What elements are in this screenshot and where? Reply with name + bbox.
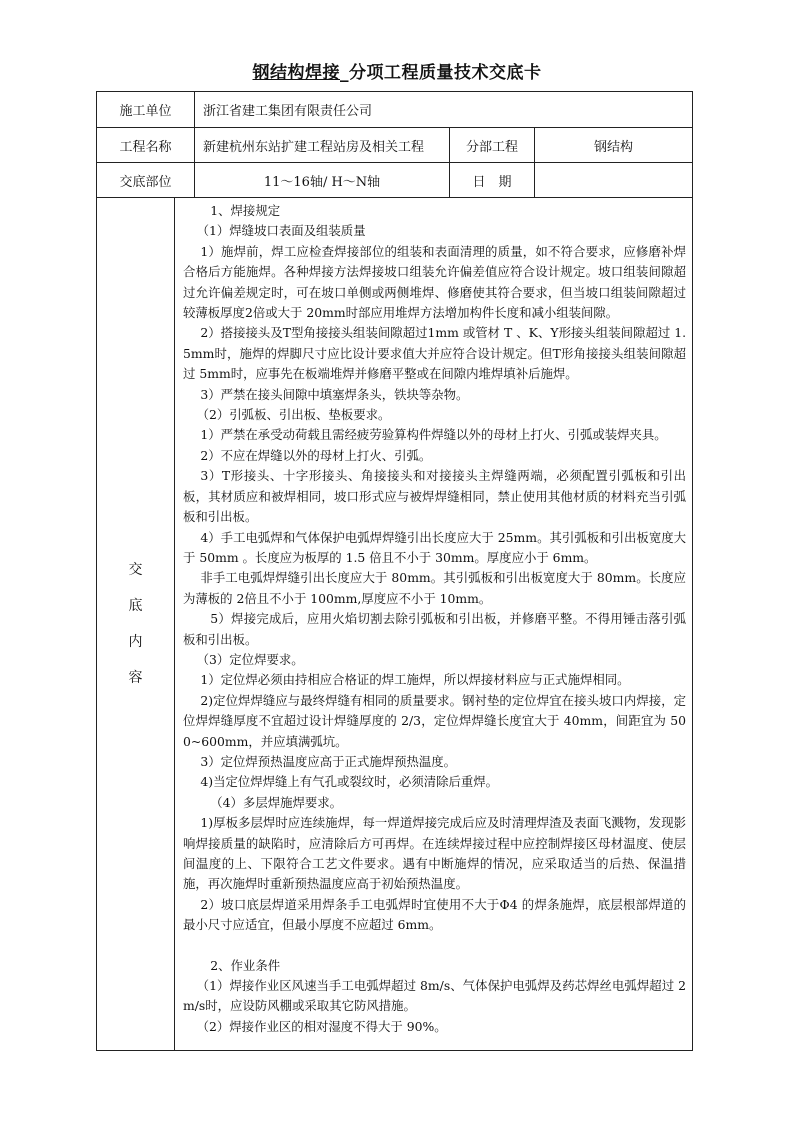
- unit-row: [97, 92, 693, 128]
- unit-value: 浙江省建工集团有限责任公司: [195, 92, 693, 128]
- paragraph: 非手工电弧焊焊缝引出长度应大于 80mm。其引弧板和引出板宽度大于 80mm。长度应为薄板的 2倍且不小于 100mm,厚度应不小于 10mm。: [183, 570, 687, 606]
- disclosure-card-table: [96, 91, 693, 1051]
- paragraph: 1）严禁在承受动荷载且需经疲劳验算构件焊缝以外的母材上打火、引弧或装焊夹具。: [200, 427, 667, 443]
- paragraph: 1）定位焊必须由持相应合格证的焊工施焊，所以焊接材料应与正式施焊相同。: [200, 672, 630, 688]
- part-value: 钢结构: [535, 128, 693, 163]
- title-main: 钢结构焊接: [252, 63, 340, 83]
- unit-label: 施工单位: [97, 92, 195, 128]
- paragraph: 2)定位焊焊缝应与最终焊缝有相同的质量要求。钢衬垫的定位焊宜在接头坡口内焊接，定位焊焊缝厚度不宜超过设计焊缝厚度的 2/3，定位焊焊缝长度宜大于 40mm，间距宜为 500~600mm，并应填满弧坑。: [183, 692, 687, 749]
- project-label: 工程名称: [97, 128, 195, 163]
- paragraph: 2）搭接接头及T型角接接头组装间隙超过1mm 或管材 T 、K、Y形接头组装间隙超过 1.5mm时，施焊的焊脚尺寸应比设计要求值大并应符合设计规定。但T形角接接头组装间隙超过 5mm时，应事先在板端堆焊并修磨平整或在间隙内堆焊填补后施焊。: [183, 325, 687, 382]
- sub-heading: （4）多层焊施焊要求。: [210, 794, 343, 810]
- paragraph: 2）不应在焊缝以外的母材上打火、引弧。: [200, 447, 432, 463]
- location-value: 11～16轴/ H～N轴: [195, 163, 450, 198]
- date-value: [535, 163, 693, 198]
- sub-heading: （2）引弧板、引出板、垫板要求。: [196, 407, 391, 423]
- paragraph: 3）严禁在接头间隙中填塞焊条头，铁块等杂物。: [200, 386, 469, 402]
- project-row: [97, 128, 693, 163]
- sub-heading: （1）焊缝坡口表面及组装质量: [196, 223, 366, 239]
- location-row: [97, 163, 693, 198]
- paragraph: 1)厚板多层焊时应连续施焊，每一焊道焊接完成后应及时清理焊渣及表面飞溅物，发现影响焊接质量的缺陷时，应清除后方可再焊。在连续焊接过程中应控制焊接区母材温度、使层间温度的上、下限符合工艺文件要求。遇有中断施焊的情况，应采取适当的后热、保温措施，再次施焊时重新预热温度应高于初始预热温度。: [183, 815, 687, 892]
- title-sub: 分项工程质量技术交底卡: [349, 63, 542, 83]
- sub-heading: （3）定位焊要求。: [196, 651, 304, 667]
- date-label: 日 期: [450, 163, 535, 198]
- part-label: 分部工程: [450, 128, 535, 163]
- spacer: [183, 936, 686, 956]
- paragraph: （1）焊接作业区风速当手工电弧焊超过 8m/s、气体保护电弧焊及药芯焊丝电弧焊超过 2m/s时，应设防风棚或采取其它防风措施。: [183, 978, 687, 1014]
- paragraph: 3）T形接头、十字形接头、角接接头和对接接头主焊缝两端，必须配置引弧板和引出板，其材质应和被焊相同，坡口形式应与被焊焊缝相同，禁止使用其他材质的材料充当引弧板和引出板。: [183, 468, 687, 525]
- paragraph: 4）手工电弧焊和气体保护电弧焊焊缝引出长度应大于 25mm。其引弧板和引出板宽度大于 50mm 。长度应为板厚的 1.5 倍且不小于 30mm。厚度应小于 6mm。: [183, 529, 687, 565]
- paragraph: 5）焊接完成后，应用火焰切割去除引弧板和引出板，并修磨平整。不得用锤击落引弧板和引出板。: [183, 611, 687, 647]
- project-value: 新建杭州东站扩建工程站房及相关工程: [195, 128, 450, 163]
- section-heading: 2、作业条件: [210, 957, 281, 973]
- paragraph: 2）坡口底层焊道采用焊条手工电弧焊时宜使用不大于Φ4 的焊条施焊，底层根部焊道的最小尺寸应适宜，但最小厚度不应超过 6mm。: [183, 896, 687, 933]
- paragraph: （2）焊接作业区的相对湿度不得大于 90%。: [196, 1018, 447, 1034]
- title-separator: _: [340, 63, 349, 83]
- paragraph: 1）施焊前，焊工应检查焊接部位的组装和表面清理的质量，如不符合要求，应修磨补焊合格后方能施焊。各种焊接方法焊接坡口组装允许偏差值应符合设计规定。坡口组装间隙超过允许偏差规定时，可在坡口单侧或两侧堆焊、修磨使其符合要求，但当坡口组装间隙超过较薄板厚度2倍或大于 20mm时部应用堆焊方法增加构件长度和减小组装间隙。: [183, 243, 687, 321]
- paragraph: 3）定位焊预热温度应高于正式施焊预热温度。: [200, 753, 457, 769]
- content-row: [97, 198, 693, 1051]
- content-body: [175, 198, 693, 1051]
- paragraph: 4)当定位焊焊缝上有气孔或裂纹时，必须清除后重焊。: [200, 774, 499, 790]
- section-heading: 1、焊接规定: [210, 203, 281, 218]
- content-side-label: 交 底 内 容: [97, 198, 175, 1051]
- location-label: 交底部位: [97, 163, 195, 198]
- document-title: [0, 58, 794, 83]
